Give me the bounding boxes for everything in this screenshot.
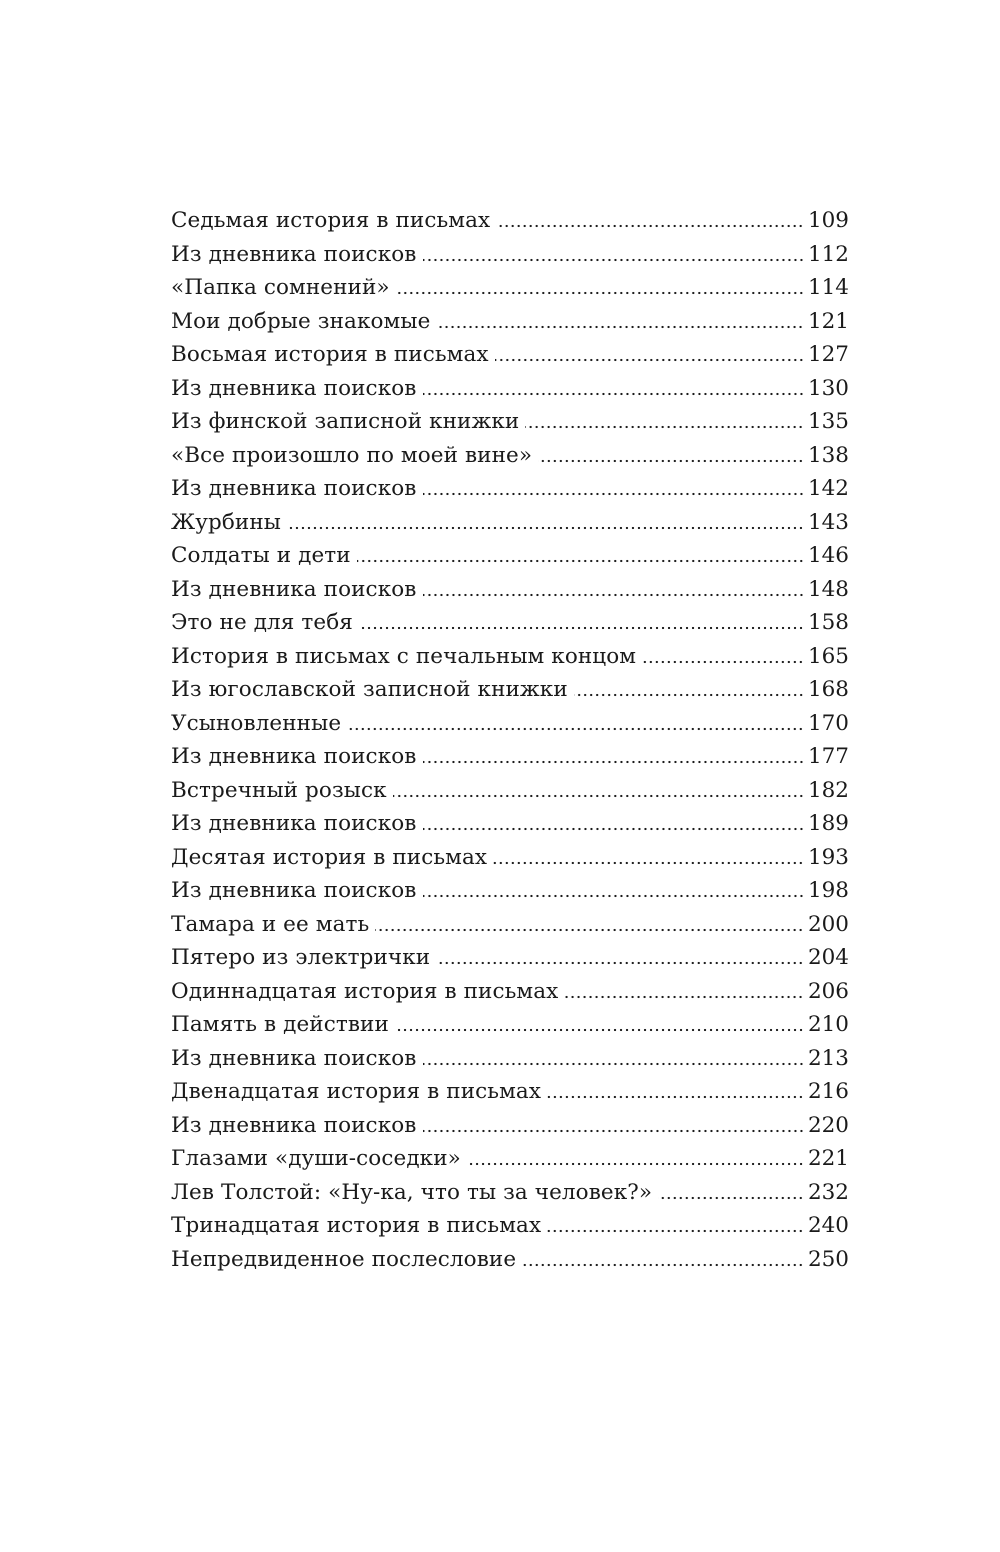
dot-leader [538,459,804,463]
toc-entry-title: Тамара и ее мать [171,911,370,937]
toc-entry[interactable] [171,1209,849,1243]
toc-entry[interactable] [171,1109,849,1143]
toc-entry-page-number: 135 [807,409,849,434]
toc-entry-page-number: 109 [807,208,849,233]
toc-entry-title: Из финской записной книжки [171,409,520,434]
toc-entry[interactable] [171,874,849,908]
toc-entry[interactable] [171,1042,849,1076]
toc-entry-title: Из дневника поисков [171,1045,417,1071]
toc-entry-title: Из дневника поисков [171,811,417,836]
dot-leader [395,1028,804,1032]
dot-leader [423,1129,804,1133]
toc-entry[interactable] [171,405,849,439]
toc-entry[interactable] [171,305,849,339]
dot-leader [423,894,804,898]
toc-entry-page-number: 158 [807,610,849,635]
toc-entry-title: Лев Толстой: «Ну-ка, что ты за человек?» [171,1179,653,1205]
toc-entry[interactable] [171,1142,849,1176]
dot-leader [423,492,804,496]
toc-entry-title: Усыновленные [171,710,342,736]
toc-entry[interactable] [171,707,849,741]
toc-entry[interactable] [171,1008,849,1042]
dot-leader [436,325,804,329]
toc-entry[interactable] [171,1075,849,1109]
toc-entry[interactable] [171,740,849,774]
toc-entry-title: Восьмая история в письмах [171,342,489,367]
toc-entry-title: Встречный розыск [171,777,387,803]
toc-entry-page-number: 204 [807,945,849,970]
dot-leader [642,660,804,664]
toc-entry-page-number: 127 [807,342,849,367]
toc-entry-title: Из югославской записной книжки [171,677,568,702]
dot-leader [423,827,804,831]
toc-entry-page-number: 130 [807,375,849,401]
toc-entry[interactable] [171,975,849,1009]
toc-entry[interactable] [171,640,849,674]
dot-leader [436,961,804,965]
toc-entry[interactable] [171,807,849,841]
toc-entry[interactable] [171,204,849,238]
dot-leader [564,995,804,999]
dot-leader [375,928,804,932]
toc-entry-title: Память в действии [171,1012,389,1037]
toc-entry[interactable] [171,941,849,975]
dot-leader [423,593,804,597]
toc-entry-page-number: 206 [807,978,849,1004]
dot-leader [496,224,804,228]
toc-entry-page-number: 189 [807,811,849,836]
toc-entry-title: Из дневника поисков [171,878,417,903]
toc-entry-page-number: 165 [807,643,849,669]
toc-entry-title: Одиннадцатая история в письмах [171,978,559,1004]
toc-entry-title: Солдаты и дети [171,543,351,568]
dot-leader [393,794,804,798]
toc-entry-page-number: 182 [807,777,849,803]
toc-entry-title: Из дневника поисков [171,476,417,501]
toc-entry-page-number: 213 [807,1045,849,1071]
toc-entry-title: Из дневника поисков [171,576,417,602]
toc-entry-title: Двенадцатая история в письмах [171,1079,542,1104]
dot-leader [359,626,804,630]
toc-entry-title: Седьмая история в письмах [171,208,491,233]
toc-entry-page-number: 221 [807,1146,849,1171]
toc-entry[interactable] [171,774,849,808]
toc-entry[interactable] [171,1243,849,1277]
toc-entry[interactable] [171,673,849,707]
toc-entry[interactable] [171,238,849,272]
dot-leader [493,861,804,865]
toc-entry-page-number: 146 [807,543,849,568]
toc-entry-title: «Все произошло по моей вине» [171,442,533,468]
toc-entry[interactable] [171,539,849,573]
dot-leader [423,1062,804,1066]
toc-entry-title: Мои добрые знакомые [171,308,431,334]
dot-leader [347,727,804,731]
toc-entry-page-number: 114 [807,275,849,300]
toc-entry-title: Из дневника поисков [171,375,417,401]
dot-leader [525,425,804,429]
toc-entry[interactable] [171,1176,849,1210]
toc-entry-page-number: 210 [807,1012,849,1037]
toc-entry-title: Десятая история в письмах [171,844,488,870]
toc-entry-page-number: 168 [807,677,849,702]
toc-entry-page-number: 142 [807,476,849,501]
toc-entry-title: Непредвиденное послесловие [171,1246,517,1272]
toc-entry-title: Из дневника поисков [171,744,417,769]
toc-entry[interactable] [171,841,849,875]
toc-entry-title: История в письмах с печальным концом [171,643,637,669]
dot-leader [287,526,804,530]
toc-entry-page-number: 250 [807,1246,849,1272]
toc-entry-page-number: 216 [807,1079,849,1104]
toc-entry-title: Тринадцатая история в письмах [171,1213,542,1238]
dot-leader [658,1196,804,1200]
toc-entry-page-number: 193 [807,844,849,870]
toc-entry-page-number: 143 [807,509,849,535]
toc-entry[interactable] [171,271,849,305]
dot-leader [495,358,804,362]
toc-entry-title: Пятеро из электрички [171,945,431,970]
toc-entry-title: «Папка сомнений» [171,275,390,300]
toc-entry-title: Это не для тебя [171,610,353,635]
toc-entry[interactable] [171,908,849,942]
dot-leader [547,1095,804,1099]
toc-entry-page-number: 148 [807,576,849,602]
toc-entry[interactable] [171,472,849,506]
dot-leader [357,559,804,563]
toc-entry-page-number: 138 [807,442,849,468]
dot-leader [423,760,804,764]
dot-leader [396,291,804,295]
dot-leader [423,258,804,262]
toc-entry-page-number: 112 [807,241,849,267]
toc-entry[interactable] [171,573,849,607]
dot-leader [423,392,804,396]
toc-entry-page-number: 220 [807,1112,849,1138]
toc-entry-page-number: 198 [807,878,849,903]
toc-entry-title: Журбины [171,509,281,535]
toc-entry[interactable] [171,338,849,372]
dot-leader [467,1162,804,1166]
toc-entry-title: Из дневника поисков [171,241,417,267]
dot-leader [522,1263,804,1267]
toc-entry-page-number: 240 [807,1213,849,1238]
table-of-contents [171,204,849,1276]
toc-entry-page-number: 232 [807,1179,849,1205]
toc-entry[interactable] [171,439,849,473]
dot-leader [574,693,804,697]
dot-leader [547,1229,804,1233]
toc-entry-title: Из дневника поисков [171,1112,417,1138]
toc-entry[interactable] [171,372,849,406]
toc-entry-page-number: 121 [807,308,849,334]
toc-entry-page-number: 200 [807,911,849,937]
toc-entry-title: Глазами «души-соседки» [171,1146,461,1171]
toc-entry-page-number: 170 [807,710,849,736]
toc-entry[interactable] [171,606,849,640]
toc-entry-page-number: 177 [807,744,849,769]
toc-entry[interactable] [171,506,849,540]
